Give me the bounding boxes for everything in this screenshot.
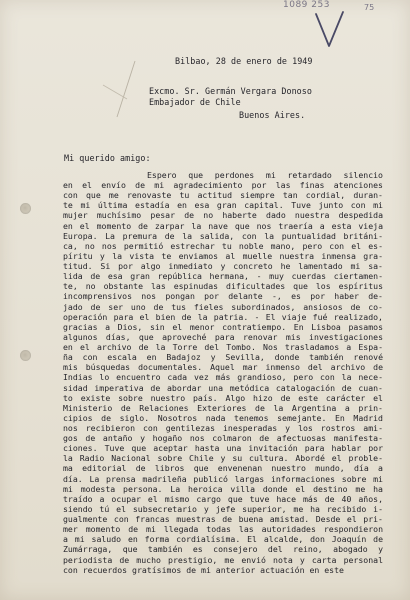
body-line: Zumárraga, que también es consejero del reino, abogado y (63, 544, 383, 555)
body-line: ma editorial de libros que envenenan nuestro mundo, día a (63, 463, 383, 474)
recipient-city: Buenos Aires. (239, 110, 306, 120)
body-line: to existe sobre nuestro país. Algo hizo de este carácter el (63, 392, 383, 403)
body-line: mer momento de mi llegada todas las autoridades respondieron (63, 524, 383, 535)
body-line: en el envío de mi agradecimiento por las finas atenciones (63, 180, 383, 191)
recipient-title: Embajador de Chile (149, 97, 241, 107)
punch-hole-top (20, 203, 31, 214)
pencil-mark-icon (95, 55, 155, 125)
body-line: día. La prensa madrileña publicó largas informaciones sobre mi (63, 473, 383, 484)
body-line: ca, no nos permitió estrechar tu noble mano, pero con el es- (63, 240, 383, 251)
body-line: Indias lo encuentro cada vez más grandioso, pero con la nece- (63, 372, 383, 383)
check-mark-icon (310, 8, 350, 58)
punch-hole-bottom (20, 350, 31, 361)
body-line: Ministerio de Relaciones Exteriores de la Argentina a prin- (63, 402, 383, 413)
body-line: algunos días, que aproveché para renovar mis investigaciones (63, 331, 383, 342)
body-line: píritu y la vista te enviamos al muelle nuestra inmensa gra- (63, 250, 383, 261)
body-line: a mi saludo en forma cordialísima. El alcalde, don Joaquín de (63, 534, 383, 545)
body-line: gualmente con francas muestras de buena amistad. Desde el pri- (63, 514, 383, 525)
body-line: incomprensivos nos pongan por delante -, es por haber de- (63, 291, 383, 302)
archive-reference-number: 1089 253 (283, 0, 330, 10)
body-line: cipios de siglo. Nosotros nada tenemos semejante. En Madrid (63, 412, 383, 423)
body-line: te, no obstante las espinudas dificultades que los espíritus (63, 281, 383, 292)
body-line: en el archivo de la Torre del Tombo. Nos trasladamos a Espa- (63, 342, 383, 353)
body-line: Europa. La premura de la salida, con la puntualidad británi- (63, 230, 383, 241)
body-line: periodista de mucho prestigio, me envió nota y carta personal (63, 554, 383, 565)
body-line: traído a ocupar el mismo cargo que tuve hace más de 40 años, (63, 493, 383, 504)
body-line: ña con escala en Badajoz y Sevilla, donde también renové (63, 352, 383, 363)
body-line: con recuerdos gratísimos de mi anterior actuación en este (63, 564, 344, 575)
recipient-name: Excmo. Sr. Germán Vergara Donoso (149, 86, 312, 96)
body-line: gos de antaño y hogaño nos colmaron de afectuosas manifesta- (63, 433, 383, 444)
body-line: titud. Si por algo inmediato y concreto he lamentado mi sa- (63, 261, 383, 272)
body-line: sidad imperativa de abordar una metódica catalogación de cuan- (63, 382, 383, 393)
body-line: gracias a Dios, sin el menor contratiempo. En Lisboa pasamos (63, 321, 383, 332)
body-line: nos recibieron con gentilezas inesperadas y los rostros ami- (63, 423, 383, 433)
body-line: mis búsquedas documentales. Aquel mar inmenso del archivo de (63, 362, 383, 373)
body-line: Espero que perdones mi retardado silencio (147, 170, 383, 180)
salutation: Mi querido amigo: (64, 153, 151, 163)
body-line: siendo tú el subsecretario y jefe superior, me ha recibido i- (63, 503, 383, 514)
body-line: en el momento de zarpar la nave que nos traería a esta vieja (63, 220, 383, 231)
body-line: la Radio Nacional sobre Chile y su cultura. Abordé el proble- (63, 453, 383, 464)
page-number-annotation: 75 (364, 3, 375, 12)
body-line: jado de ser uno de tus fieles subordinados, ansiosos de co- (63, 301, 383, 312)
body-line: lida de esa gran república hermana, - muy cuerdas ciertamen- (63, 271, 383, 282)
body-line: operación para el bien de la patria. - El viaje fué realizado, (63, 311, 383, 322)
body-line: mujer muchísimo pesar de no haberte dado nuestra despedida (63, 210, 383, 221)
body-line: ciones. Tuve que aceptar hasta una invitación para hablar por (63, 443, 383, 454)
place-date: Bilbao, 28 de enero de 1949 (175, 56, 313, 66)
body-line: te mi última estadía en esa gran capital. Tuve junto con mi (63, 200, 383, 211)
body-line: mi modesta persona. La heroica villa donde el destino me ha (63, 483, 383, 494)
body-line: con que me renovaste tu actitud siempre tan cordial, duran- (63, 190, 383, 201)
